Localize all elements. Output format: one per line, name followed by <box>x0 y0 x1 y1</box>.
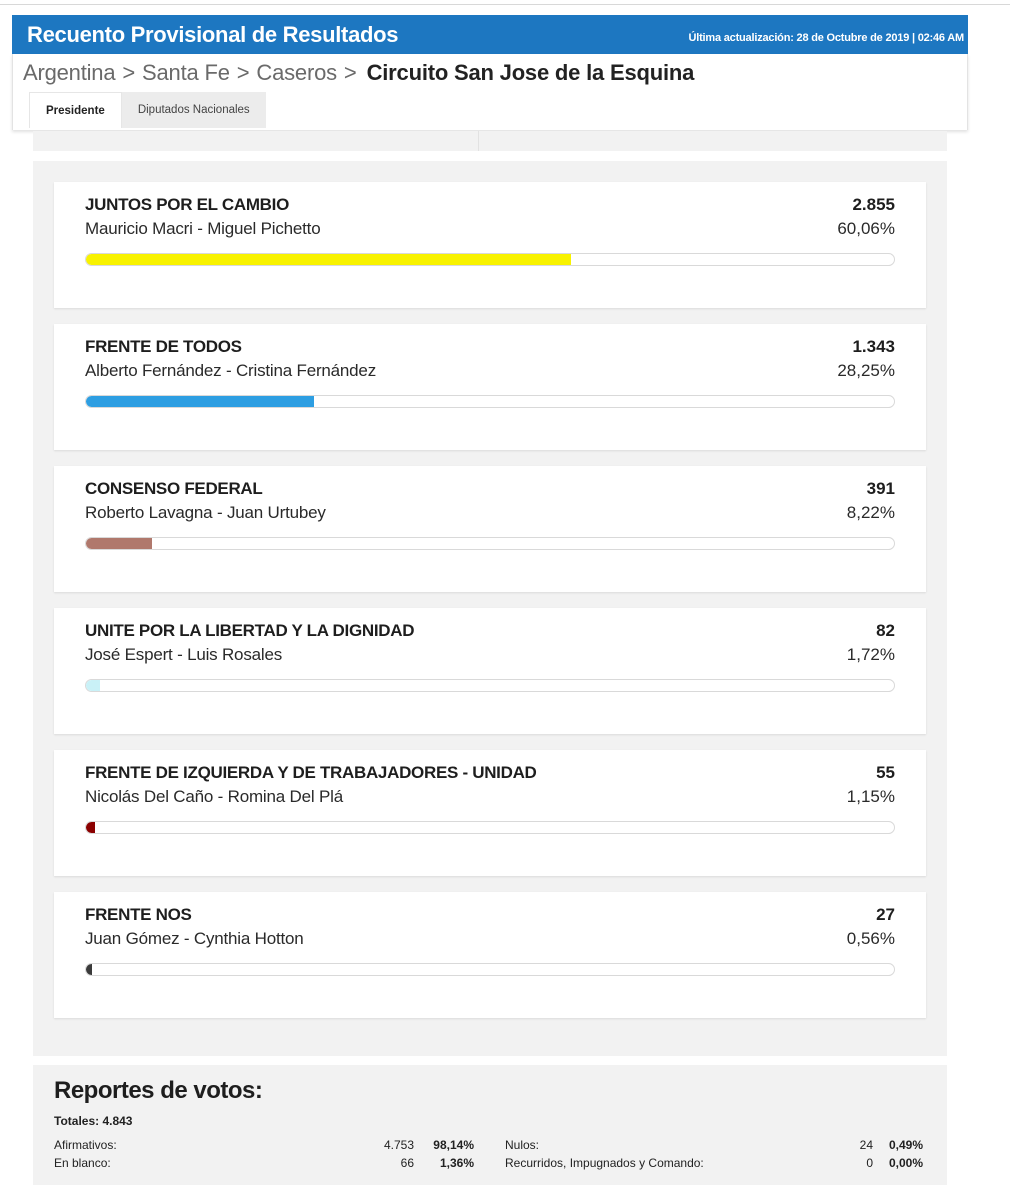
report-count: 66 <box>400 1156 414 1170</box>
vote-count: 27 <box>876 905 895 924</box>
vote-progress-bar <box>85 395 895 408</box>
report-percent: 0,00% <box>888 1156 923 1170</box>
result-card <box>54 182 926 308</box>
vote-count: 82 <box>876 621 895 640</box>
top-divider <box>0 4 1010 5</box>
vote-percent: 28,25% <box>837 361 895 380</box>
report-label: Nulos: <box>505 1138 540 1152</box>
tab-diputados-nacionales[interactable]: Diputados Nacionales <box>122 92 266 128</box>
candidate-names: Alberto Fernández - Cristina Fernández <box>85 361 376 380</box>
vote-percent: 60,06% <box>837 219 895 238</box>
vote-percent: 1,15% <box>846 787 895 806</box>
vote-progress-fill <box>86 396 314 407</box>
filter-strip-divider <box>478 131 479 151</box>
report-row-en-blanco <box>54 1156 474 1170</box>
candidate-names: Nicolás Del Caño - Romina Del Plá <box>85 787 343 806</box>
report-title: Reportes de votos: <box>54 1077 263 1104</box>
vote-progress-fill <box>86 822 95 833</box>
last-updated: Última actualización: 28 de Octubre de 2019 | 02:46 AM <box>688 31 964 44</box>
vote-progress-bar <box>85 963 895 976</box>
report-row-afirmativos <box>54 1138 474 1152</box>
vote-progress-fill <box>86 254 571 265</box>
tab-presidente[interactable]: Presidente <box>29 92 122 128</box>
vote-report-panel <box>33 1065 947 1185</box>
report-count: 0 <box>866 1156 873 1170</box>
navigation-panel <box>12 54 968 130</box>
vote-percent: 0,56% <box>846 929 895 948</box>
party-name: CONSENSO FEDERAL <box>85 479 263 498</box>
filter-strip <box>33 131 947 151</box>
vote-progress-fill <box>86 964 92 975</box>
party-name: JUNTOS POR EL CAMBIO <box>85 195 290 214</box>
report-percent: 0,49% <box>888 1138 923 1152</box>
result-card <box>54 750 926 876</box>
vote-percent: 1,72% <box>846 645 895 664</box>
vote-progress-bar <box>85 253 895 266</box>
candidate-names: Mauricio Macri - Miguel Pichetto <box>85 219 321 238</box>
breadcrumb-separator: > <box>122 60 136 85</box>
vote-percent: 8,22% <box>846 503 895 522</box>
vote-progress-bar <box>85 821 895 834</box>
party-name: FRENTE DE IZQUIERDA Y DE TRABAJADORES - UNIDAD <box>85 763 537 782</box>
report-percent: 98,14% <box>433 1138 474 1152</box>
tab-bar <box>29 92 266 128</box>
report-label: Afirmativos: <box>54 1138 117 1152</box>
breadcrumb <box>23 60 694 86</box>
candidate-names: José Espert - Luis Rosales <box>85 645 282 664</box>
result-card <box>54 892 926 1018</box>
breadcrumb-item-santa-fe[interactable]: Santa Fe <box>142 60 230 85</box>
breadcrumb-separator: > <box>343 60 357 85</box>
vote-progress-bar <box>85 679 895 692</box>
header-bar <box>12 15 968 54</box>
report-totals: Totales: 4.843 <box>54 1114 133 1128</box>
report-row-recurridos <box>505 1156 923 1170</box>
report-row-nulos <box>505 1138 923 1152</box>
vote-count: 391 <box>866 479 895 498</box>
report-label: En blanco: <box>54 1156 111 1170</box>
report-count: 24 <box>859 1138 873 1152</box>
vote-count: 1.343 <box>852 337 895 356</box>
vote-count: 2.855 <box>852 195 895 214</box>
breadcrumb-separator: > <box>236 60 250 85</box>
candidate-names: Roberto Lavagna - Juan Urtubey <box>85 503 326 522</box>
party-name: UNITE POR LA LIBERTAD Y LA DIGNIDAD <box>85 621 415 640</box>
report-count: 4.753 <box>383 1138 414 1152</box>
report-label: Recurridos, Impugnados y Comando: <box>505 1156 704 1170</box>
candidate-names: Juan Gómez - Cynthia Hotton <box>85 929 304 948</box>
vote-count: 55 <box>876 763 895 782</box>
breadcrumb-item-caseros[interactable]: Caseros <box>256 60 337 85</box>
header-title: Recuento Provisional de Resultados <box>27 21 399 47</box>
party-name: FRENTE DE TODOS <box>85 337 242 356</box>
report-percent: 1,36% <box>439 1156 474 1170</box>
breadcrumb-current: Circuito San Jose de la Esquina <box>366 60 695 85</box>
vote-progress-fill <box>86 680 100 691</box>
result-card <box>54 466 926 592</box>
result-card <box>54 608 926 734</box>
vote-progress-fill <box>86 538 152 549</box>
result-card <box>54 324 926 450</box>
party-name: FRENTE NOS <box>85 905 192 924</box>
vote-progress-bar <box>85 537 895 550</box>
breadcrumb-item-argentina[interactable]: Argentina <box>23 60 116 85</box>
